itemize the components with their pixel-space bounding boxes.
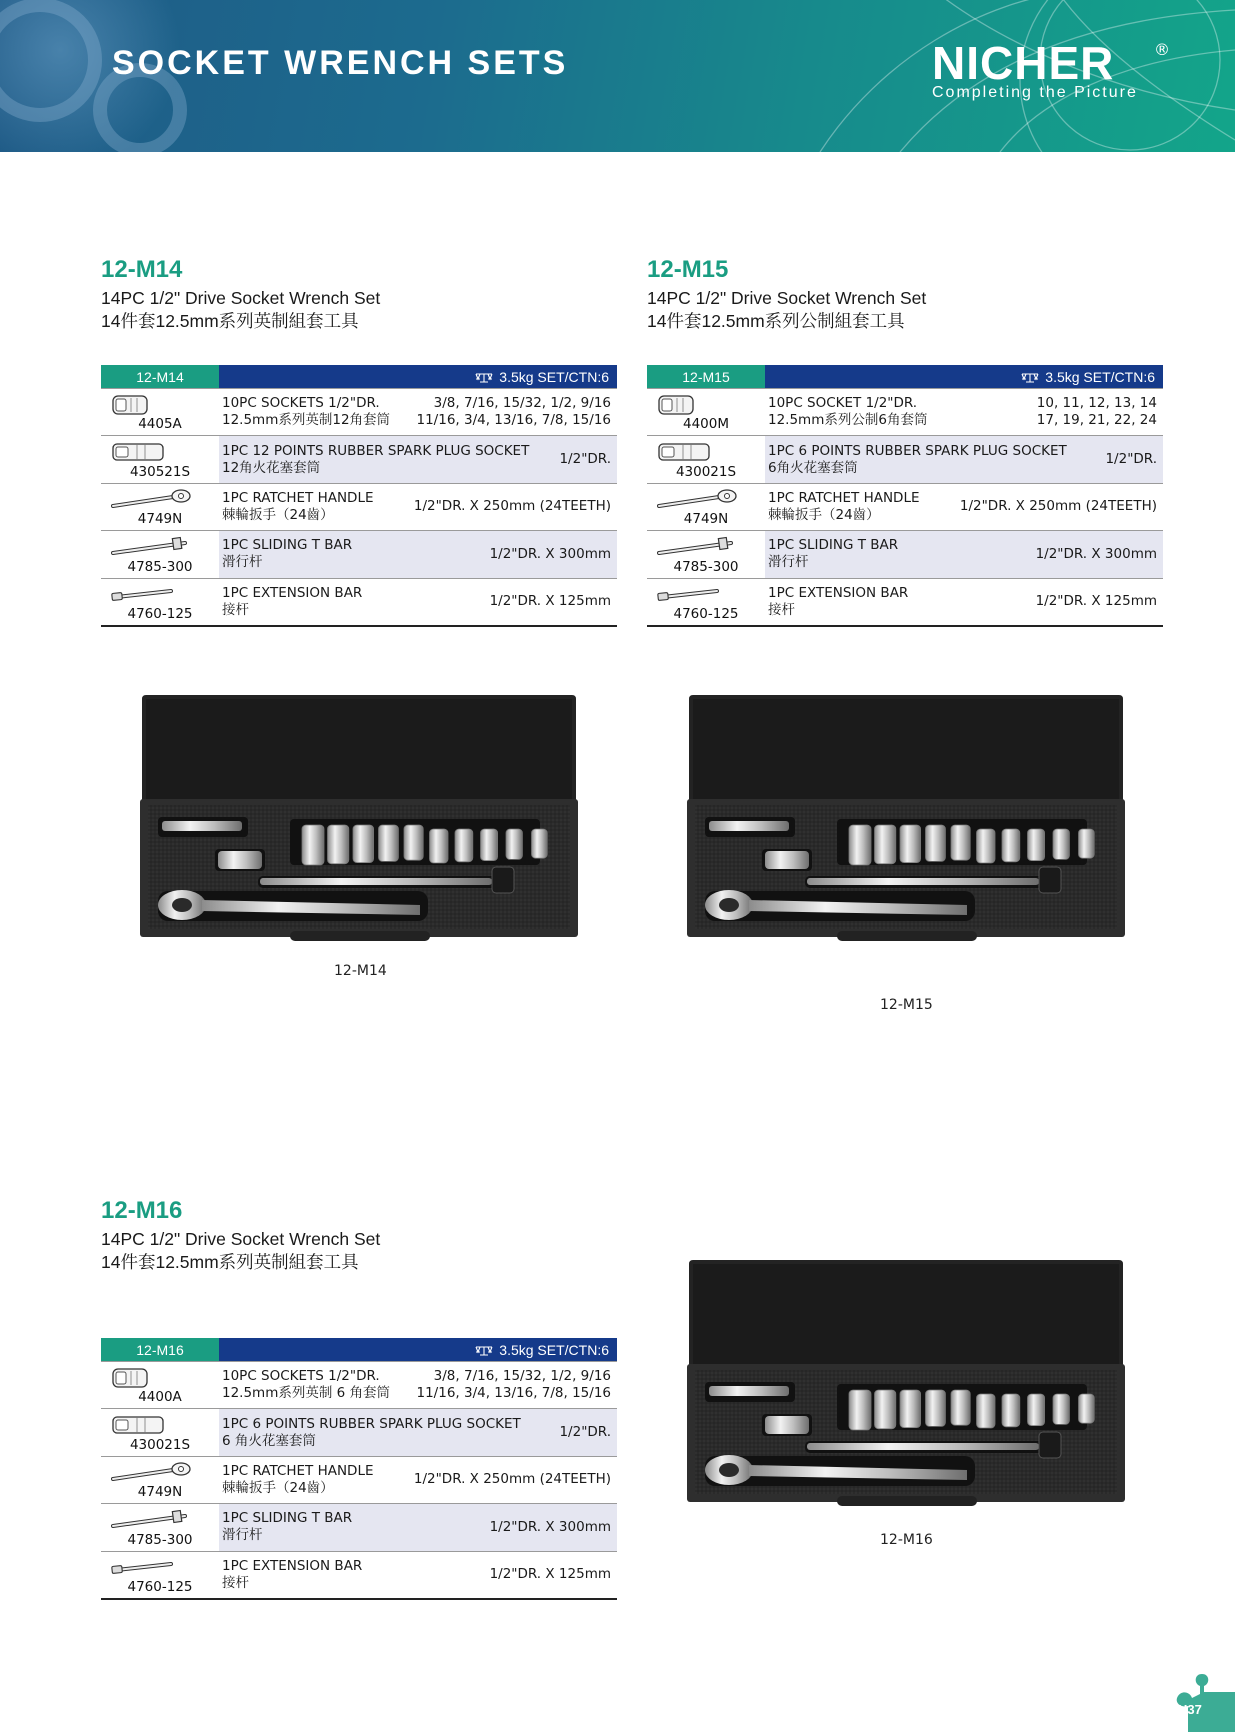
spec-line-1: 1/2"DR. — [559, 451, 611, 468]
description-en: 1PC EXTENSION BAR — [768, 584, 909, 601]
description-en: 10PC SOCKETS 1/2"DR. — [222, 1368, 380, 1385]
description-en: 1PC SLIDING T BAR — [768, 537, 899, 554]
product-photo-12-m14 — [140, 695, 578, 951]
spec-line-2: 11/16, 3/4, 13/16, 7/8, 15/16 — [416, 1385, 611, 1402]
spec-line-1: 1/2"DR. X 300mm — [489, 545, 611, 562]
description-zh: 12.5mm系列英制12角套筒 — [222, 412, 391, 429]
product-photo-12-m15 — [687, 695, 1125, 951]
description-zh: 滑行杆 — [768, 554, 809, 571]
spec-line-1: 1/2"DR. X 300mm — [1035, 545, 1157, 562]
weight-text: 3.5kg SET/CTN:6 — [1045, 368, 1155, 385]
table-row — [647, 578, 1163, 625]
spec-line-1: 1/2"DR. — [559, 1424, 611, 1441]
weight-text: 3.5kg SET/CTN:6 — [499, 368, 609, 385]
part-number: 4785-300 — [127, 558, 193, 575]
spec-table-12-m16 — [101, 1338, 617, 1600]
part-number: 4760-125 — [127, 605, 193, 622]
part-number: 4760-125 — [673, 605, 739, 622]
spec-line-1: 1/2"DR. X 250mm (24TEETH) — [959, 498, 1157, 515]
spec-line-1: 1/2"DR. X 125mm — [489, 1566, 611, 1583]
part-number: 4400M — [682, 416, 729, 433]
description-cell — [219, 1362, 617, 1408]
description-cell — [765, 531, 1163, 577]
description-zh: 12.5mm系列英制 6 角套筒 — [222, 1385, 391, 1402]
weight-info — [765, 365, 1163, 388]
scale-icon — [475, 1344, 493, 1356]
spec-line-1: 1/2"DR. — [1105, 451, 1157, 468]
part-cell — [101, 1362, 219, 1408]
table-row — [101, 1551, 617, 1598]
table-row — [101, 483, 617, 530]
part-cell — [101, 1552, 219, 1598]
spec-line-1: 1/2"DR. X 125mm — [1035, 593, 1157, 610]
part-number: 430021S — [129, 1436, 191, 1453]
table-row — [101, 1503, 617, 1550]
table-row — [101, 530, 617, 577]
table-row — [647, 530, 1163, 577]
spec-line-2: 11/16, 3/4, 13/16, 7/8, 15/16 — [416, 412, 611, 429]
description-zh: 接杆 — [222, 601, 249, 618]
part-cell — [101, 1457, 219, 1503]
part-cell — [101, 531, 219, 577]
page-number: H37 — [1178, 1702, 1202, 1717]
description-zh: 12.5mm系列公制6角套筒 — [768, 412, 928, 429]
description-cell — [765, 579, 1163, 625]
description-en: 1PC RATCHET HANDLE — [222, 489, 374, 506]
spec-table-header — [101, 1338, 617, 1361]
part-number: 430521S — [129, 463, 191, 480]
product-code: 12-M14 — [101, 256, 183, 283]
description-cell — [219, 1504, 617, 1550]
description-en: 10PC SOCKETS 1/2"DR. — [222, 395, 380, 412]
part-cell — [101, 389, 219, 435]
part-number: 4749N — [683, 511, 729, 528]
product-title-zh: 14件套12.5mm系列英制組套工具 — [101, 311, 359, 331]
spec-line-1: 1/2"DR. X 250mm (24TEETH) — [413, 1471, 611, 1488]
table-code: 12-M15 — [647, 365, 765, 388]
table-row — [647, 388, 1163, 435]
description-zh: 接杆 — [222, 1574, 249, 1591]
page-title: SOCKET WRENCH SETS — [112, 44, 569, 82]
description-zh: 6 角火花塞套筒 — [222, 1432, 316, 1449]
spec-line-2: 17, 19, 21, 22, 24 — [1036, 412, 1157, 429]
part-number: 430021S — [675, 463, 737, 480]
spec-line-1: 10, 11, 12, 13, 14 — [1036, 395, 1157, 412]
product-section-12-m14 — [101, 256, 617, 333]
description-en: 1PC EXTENSION BAR — [222, 584, 363, 601]
description-en: 1PC RATCHET HANDLE — [222, 1462, 374, 1479]
brand-tagline: Completing the Picture — [932, 84, 1138, 101]
scale-icon — [475, 371, 493, 383]
spec-table-header — [101, 365, 617, 388]
part-cell — [647, 436, 765, 482]
product-photo-12-m16 — [687, 1260, 1125, 1516]
part-number: 4405A — [138, 416, 182, 433]
table-row — [101, 1456, 617, 1503]
weight-info — [219, 365, 617, 388]
description-zh: 棘輪扳手（24齒） — [222, 506, 334, 523]
weight-info — [219, 1338, 617, 1361]
brand-logo — [932, 37, 1170, 102]
photo-caption: 12-M14 — [334, 963, 387, 979]
table-row — [101, 578, 617, 625]
part-number: 4785-300 — [127, 1531, 193, 1548]
description-zh: 棘輪扳手（24齒） — [222, 1479, 334, 1496]
part-number: 4400A — [138, 1389, 182, 1406]
description-cell — [219, 531, 617, 577]
product-title-en: 14PC 1/2" Drive Socket Wrench Set — [647, 288, 927, 308]
part-cell — [647, 579, 765, 625]
spec-line-1: 1/2"DR. X 125mm — [489, 593, 611, 610]
product-title-en: 14PC 1/2" Drive Socket Wrench Set — [101, 1229, 381, 1249]
table-code: 12-M14 — [101, 365, 219, 388]
brand-name: NICHER — [932, 37, 1115, 89]
description-cell — [219, 1409, 617, 1455]
part-cell — [101, 1409, 219, 1455]
description-zh: 6角火花塞套筒 — [768, 459, 858, 476]
description-zh: 滑行杆 — [222, 1527, 263, 1544]
description-en: 10PC SOCKET 1/2"DR. — [768, 395, 918, 412]
table-row — [101, 388, 617, 435]
description-cell — [219, 579, 617, 625]
description-en: 1PC RATCHET HANDLE — [768, 489, 920, 506]
product-code: 12-M15 — [647, 256, 729, 283]
part-number: 4749N — [137, 1484, 183, 1501]
part-cell — [101, 579, 219, 625]
description-en: 1PC 6 POINTS RUBBER SPARK PLUG SOCKET — [768, 442, 1067, 459]
description-zh: 12角火花塞套筒 — [222, 459, 321, 476]
extension-bar-icon — [111, 583, 181, 607]
part-number: 4785-300 — [673, 558, 739, 575]
weight-text: 3.5kg SET/CTN:6 — [499, 1341, 609, 1358]
description-cell — [219, 1457, 617, 1503]
product-section-12-m16 — [101, 1197, 617, 1274]
spec-line-1: 3/8, 7/16, 15/32, 1/2, 9/16 — [433, 395, 611, 412]
description-en: 1PC 12 POINTS RUBBER SPARK PLUG SOCKET — [222, 442, 530, 459]
part-cell — [101, 484, 219, 530]
spec-table-12-m14 — [101, 365, 617, 627]
table-code: 12-M16 — [101, 1338, 219, 1361]
description-en: 1PC EXTENSION BAR — [222, 1557, 363, 1574]
product-title-zh: 14件套12.5mm系列公制組套工具 — [647, 311, 905, 331]
photo-caption: 12-M16 — [880, 1532, 933, 1548]
part-number: 4760-125 — [127, 1578, 193, 1595]
part-cell — [647, 484, 765, 530]
description-cell — [219, 484, 617, 530]
table-row — [101, 1408, 617, 1455]
description-cell — [765, 389, 1163, 435]
description-cell — [219, 436, 617, 482]
spec-line-1: 1/2"DR. X 250mm (24TEETH) — [413, 498, 611, 515]
registered-mark: ® — [1154, 40, 1170, 59]
spec-table-12-m15 — [647, 365, 1163, 627]
description-cell — [765, 484, 1163, 530]
description-en: 1PC SLIDING T BAR — [222, 1510, 353, 1527]
part-cell — [647, 389, 765, 435]
description-en: 1PC SLIDING T BAR — [222, 537, 353, 554]
spec-line-1: 3/8, 7/16, 15/32, 1/2, 9/16 — [433, 1368, 611, 1385]
product-section-12-m15 — [647, 256, 1163, 333]
photo-caption: 12-M15 — [880, 997, 933, 1013]
spec-table-header — [647, 365, 1163, 388]
description-en: 1PC 6 POINTS RUBBER SPARK PLUG SOCKET — [222, 1415, 521, 1432]
part-cell — [101, 1504, 219, 1550]
extension-bar-icon — [111, 1556, 181, 1580]
table-row — [647, 435, 1163, 482]
description-cell — [219, 1552, 617, 1598]
description-cell — [765, 436, 1163, 482]
table-row — [101, 1361, 617, 1408]
header-banner — [0, 0, 1235, 152]
part-cell — [647, 531, 765, 577]
extension-bar-icon — [657, 583, 727, 607]
description-zh: 接杆 — [768, 601, 795, 618]
scale-icon — [1021, 371, 1039, 383]
table-row — [647, 483, 1163, 530]
product-title-en: 14PC 1/2" Drive Socket Wrench Set — [101, 288, 381, 308]
description-zh: 滑行杆 — [222, 554, 263, 571]
description-cell — [219, 389, 617, 435]
table-row — [101, 435, 617, 482]
part-cell — [101, 436, 219, 482]
description-zh: 棘輪扳手（24齒） — [768, 506, 880, 523]
spec-line-1: 1/2"DR. X 300mm — [489, 1518, 611, 1535]
product-code: 12-M16 — [101, 1197, 183, 1224]
part-number: 4749N — [137, 511, 183, 528]
product-title-zh: 14件套12.5mm系列英制組套工具 — [101, 1252, 359, 1272]
